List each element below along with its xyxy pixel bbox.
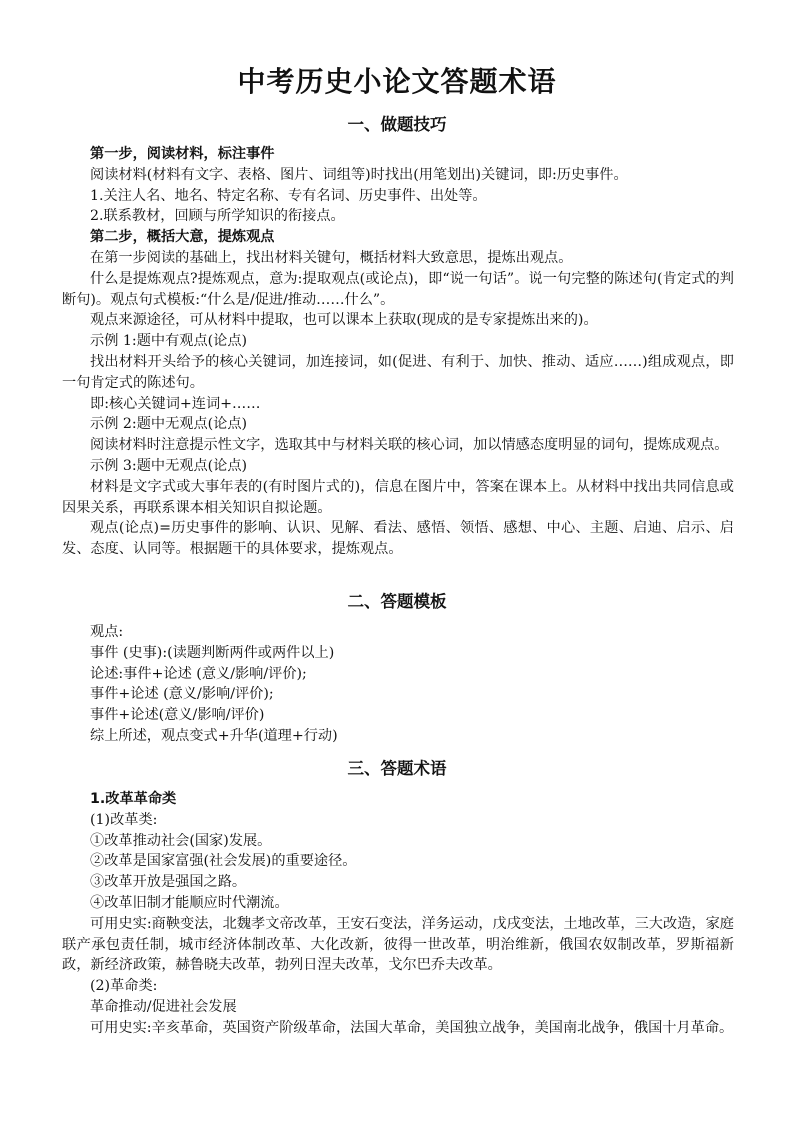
paragraph: 阅读材料(材料有文字、表格、图片、词组等)时找出(用笔划出)关键词，即:历史事件。 xyxy=(90,166,628,183)
section-heading-techniques: 一、做题技巧 xyxy=(347,115,447,134)
paragraph: 找出材料开头给予的核心关键词，加连接词，如(促进、有利于、加快、推动、适应……)组成观点，即一句肯定式的陈述句。 xyxy=(62,353,734,391)
template-line: 观点: xyxy=(90,624,124,640)
term-item: ①改革推动社会(国家)发展。 xyxy=(90,832,272,849)
paragraph: 材料是文字式或大事年表的(有时图片式的)，信息在图片中，答案在课本上。从材料中找出共同信息或因果关系，再联系课本相关知识自拟论题。 xyxy=(62,478,734,516)
paragraph: 阅读材料时注意提示性文字，选取其中与材料关联的核心词，加以情感态度明显的词句，提炼成观点。 xyxy=(90,437,729,454)
section-terms-body xyxy=(62,789,734,1039)
subcategory-label: (1)改革类: xyxy=(90,811,158,828)
subcategory-label: (2)革命类: xyxy=(90,978,158,995)
term-item: ②改革是国家富强(社会发展)的重要途径。 xyxy=(90,853,357,870)
step-one-heading: 第一步，阅读材料，标注事件 xyxy=(90,146,275,162)
term-item: 革命推动/促进社会发展 xyxy=(90,998,237,1015)
template-line: 事件 (史事):(读题判断两件或两件以上) xyxy=(90,644,335,661)
category-heading: 1.改革革命类 xyxy=(90,791,177,807)
historical-facts: 可用史实:商鞅变法，北魏孝文帝改革，王安石变法，洋务运动，戊戌变法，土地改革，三大改造，家庭联产承包责任制，城市经济体制改革、大化改新，彼得一世改革，明治维新，俄国农奴制改革，罗斯福新政，新经济政策，赫鲁晓夫改革，勃列日涅夫改革，戈尔巴乔夫改革。 xyxy=(62,915,734,974)
term-item: ④改革旧制才能顺应时代潮流。 xyxy=(90,894,289,911)
step-two-heading: 第二步，概括大意，提炼观点 xyxy=(90,229,275,246)
historical-facts: 可用史实:辛亥革命，英国资产阶级革命，法国大革命，美国独立战争，美国南北战争，俄国十月革命。 xyxy=(90,1019,734,1036)
example-label: 示例 1:题中有观点(论点) xyxy=(90,333,248,350)
section-techniques-body xyxy=(62,144,734,560)
template-line: 论述:事件+论述 (意义/影响/评价); xyxy=(90,665,307,682)
template-line: 综上所述，观点变式+升华(道理+行动) xyxy=(90,727,338,744)
paragraph: 即:核心关键词+连词+…… xyxy=(90,395,261,412)
paragraph: 在第一步阅读的基础上，找出材料关键句，概括材料大致意思，提炼出观点。 xyxy=(90,249,573,266)
template-line: 事件+论述(意义/影响/评价) xyxy=(90,707,265,724)
example-label: 示例 3:题中无观点(论点) xyxy=(90,457,248,474)
document-title: 中考历史小论文答题术语 xyxy=(237,65,557,98)
paragraph: 2.联系教材，回顾与所学知识的衔接点。 xyxy=(90,208,345,225)
section-template-body xyxy=(62,622,734,747)
paragraph: 观点来源途径，可从材料中提取，也可以课本上获取(现成的是专家提炼出来的)。 xyxy=(90,312,598,329)
section-heading-template: 二、答题模板 xyxy=(347,592,447,611)
paragraph: 观点(论点)=历史事件的影响、认识、见解、看法、感悟、领悟、感想、中心、主题、启迪、启示、启发、态度、认同等。根据题干的具体要求，提炼观点。 xyxy=(62,520,734,558)
paragraph: 1.关注人名、地名、特定名称、专有名词、历史事件、出处等。 xyxy=(90,187,487,204)
template-line: 事件+论述 (意义/影响/评价); xyxy=(90,686,274,703)
paragraph: 什么是提炼观点?提炼观点，意为:提取观点(或论点)，即“说一句话”。说一句完整的陈述句(肯定式的判断句)。观点句式模板:“什么是/促进/推动……什么”。 xyxy=(62,270,734,308)
example-label: 示例 2:题中无观点(论点) xyxy=(90,416,248,433)
section-heading-terms: 三、答题术语 xyxy=(347,759,447,778)
term-item: ③改革开放是强国之路。 xyxy=(90,874,247,891)
